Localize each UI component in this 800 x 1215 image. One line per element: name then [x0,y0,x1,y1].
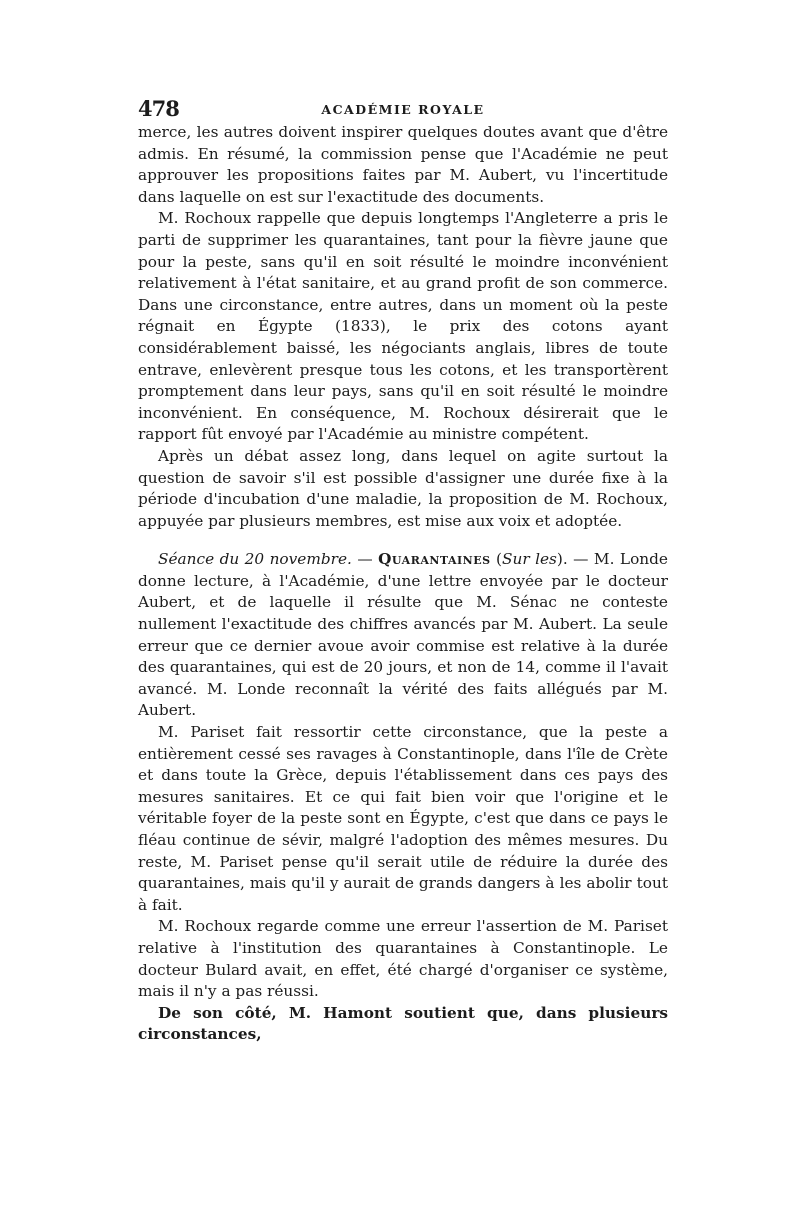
running-head [138,96,668,122]
session-date: Séance du 20 novembre. [158,550,352,569]
sur-les: Sur les [502,550,557,569]
page [138,96,668,1046]
paren-close: ). [556,550,568,569]
section-heading: Quarantaines [378,550,491,569]
body-text [138,122,668,1046]
paragraph-rochoux-reply: M. Rochoux regarde comme une erreur l'assertion de M. Pariset relative à l'institution des quarantaines à Constantinople. Le docteur Bulard avait, en effet, été chargé d'organiser ce système, mais il n'y a pas réussi. [138,917,668,1001]
paragraph-continuation: merce, les autres doivent inspirer quelques doutes avant que d'être admis. En résumé, la commission pense que l'Académie ne peut approuver les propositions faites par M. Aubert, vu l'incertitude dans laquelle on est sur l'exactitude des documents. [138,123,668,206]
session-dash: — [351,550,379,569]
paragraph-debate: Après un débat assez long, dans lequel on agite surtout la question de savoir s'il est possible d'assigner une durée fixe à la période d'incubation d'une maladie, la proposition de M. Rochoux, appuyée par plusieurs membres, est mise aux voix et adoptée. [138,446,668,530]
paragraph-session [138,549,668,722]
page-number: 478 [138,96,179,121]
paragraph-hamont: De son côté, M. Hamont soutient que, dans plusieurs circonstances, [138,1003,668,1044]
session-body: — M. Londe donne lecture, à l'Académie, d'une lettre envoyée par le docteur Aubert, et de laquelle il résulte que M. Sénac ne conteste nullement l'exactitude des chiffres avancés par M. Aubert. La seule erreur que ce dernier avoue avoir commise est relative à la durée des quarantaines, qui est de 20 jours, et non de 14, comme il l'avait avancé. M. Londe reconnaît la vérité des faits allégués par M. Aubert. [138,550,668,720]
paren-open: ( [490,550,502,569]
paragraph-rochoux: M. Rochoux rappelle que depuis longtemps l'Angleterre a pris le parti de supprimer les quarantaines, tant pour la fièvre jaune que pour la peste, sans qu'il en soit résulté le moindre inconvénient relativement à l'état sanitaire, et au grand profit de son commerce. Dans une circonstance, entre autres, dans un moment où la peste régnait en Égypte (1833), le prix des cotons ayant considérablement baissé, les négociants anglais, libres de toute entrave, enlevèrent presque tous les cotons, et les transportèrent promptement dans leur pays, sans qu'il en soit résulté le moindre inconvénient. En conséquence, M. Rochoux désirerait que le rapport fût envoyé par l'Académie au ministre compétent. [138,209,668,444]
running-title: ACADÉMIE ROYALE [321,102,485,117]
paragraph-pariset: M. Pariset fait ressortir cette circonstance, que la peste a entièrement cessé ses ravages à Constantinople, dans l'île de Crète et dans toute la Grèce, depuis l'établissement dans ces pays des mesures sanitaires. Et ce qui fait bien voir que l'origine et le véritable foyer de la peste sont en Égypte, c'est que dans ce pays le fléau continue de sévir, malgré l'adoption des mêmes mesures. Du reste, M. Pariset pense qu'il serait utile de réduire la durée des quarantaines, mais qu'il y aurait de grands dangers à les abolir tout à fait. [138,723,668,914]
